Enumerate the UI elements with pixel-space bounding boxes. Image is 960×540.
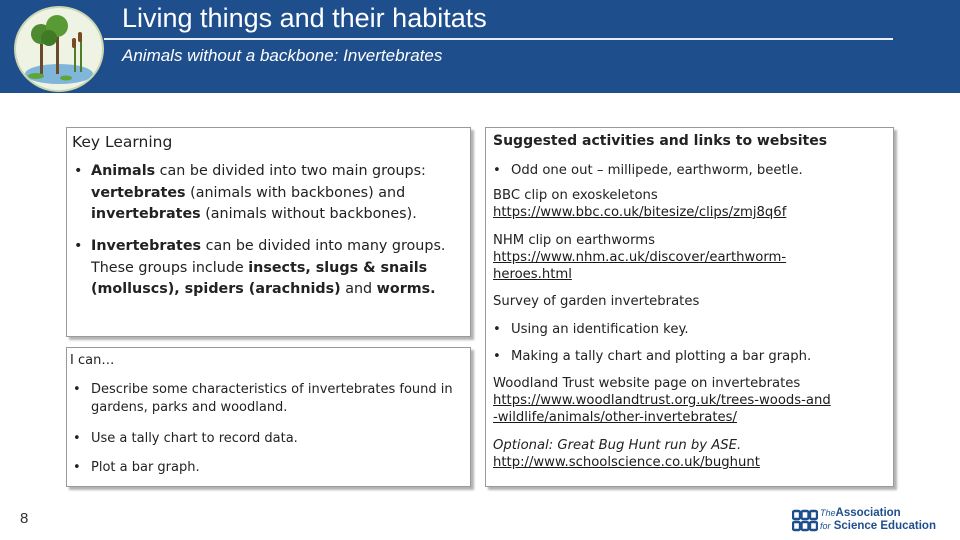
- nhm-clip-section: [493, 232, 889, 283]
- term-worms: worms.: [376, 281, 436, 297]
- bug-hunt-section: [493, 437, 889, 471]
- term-invertebrates: Invertebrates: [91, 238, 202, 254]
- i-can-item: [73, 430, 481, 448]
- bbc-clip-section: [493, 187, 889, 221]
- text-span: can be divided into two main groups:: [155, 163, 426, 179]
- i-can-title: I can…: [70, 353, 115, 368]
- pond-habitat-icon: [14, 6, 104, 92]
- term-groups: insects, slugs & snails (molluscs), spiders (arachnids): [91, 259, 428, 297]
- header-banner: [0, 0, 960, 93]
- term-animals: Animals: [91, 163, 156, 179]
- ase-logo-icon: [792, 509, 818, 533]
- bullet-icon: •: [493, 163, 501, 178]
- bbc-clip-label: BBC clip on exoskeletons: [493, 188, 658, 203]
- nhm-clip-link-cont[interactable]: heroes.html: [493, 267, 572, 282]
- term-vertebrates: vertebrates: [91, 184, 186, 201]
- page-number: 8: [20, 510, 29, 527]
- suggested-title: Suggested activities and links to websites: [493, 133, 828, 149]
- woodland-trust-section: [493, 375, 889, 426]
- bug-hunt-link[interactable]: http://www.schoolscience.co.uk/bughunt: [493, 455, 760, 470]
- i-can-item-text: Plot a bar graph.: [91, 460, 200, 475]
- i-can-item: [73, 381, 481, 417]
- ase-logo-text: [820, 507, 936, 533]
- survey-label: Survey of garden invertebrates: [493, 294, 700, 309]
- survey-item-text: Making a tally chart and plotting a bar graph.: [511, 349, 812, 364]
- nhm-clip-label: NHM clip on earthworms: [493, 233, 656, 248]
- survey-item-text: Using an identification key.: [511, 322, 689, 337]
- odd-one-out-item: [493, 162, 907, 179]
- bullet-icon: •: [73, 460, 81, 475]
- term-invertebrates: invertebrates: [91, 206, 201, 222]
- bullet-icon: •: [74, 163, 83, 179]
- ase-word: for: [820, 521, 831, 531]
- page-title: Living things and their habitats: [122, 3, 487, 33]
- ase-word: Science Education: [833, 520, 936, 532]
- text-span: (animals with backbones) and: [185, 184, 406, 201]
- bug-hunt-label: Optional: Great Bug Hunt run by ASE.: [493, 438, 742, 453]
- text-span: can be divided into many groups. These groups include: [91, 238, 446, 276]
- bbc-clip-link[interactable]: https://www.bbc.co.uk/bitesize/clips/zmj8q6f: [493, 205, 787, 220]
- key-learning-title: Key Learning: [72, 133, 173, 151]
- bullet-icon: •: [73, 382, 81, 397]
- key-learning-box: [66, 127, 471, 337]
- survey-item: [493, 321, 907, 338]
- nhm-clip-link[interactable]: https://www.nhm.ac.uk/discover/earthworm-: [493, 250, 787, 265]
- i-can-item: [73, 459, 481, 477]
- page-subtitle: Animals without a backbone: Invertebrates: [122, 46, 443, 65]
- woodland-trust-link-cont[interactable]: -wildlife/animals/other-invertebrates/: [493, 410, 737, 425]
- i-can-box: [66, 347, 471, 487]
- ase-word: The: [820, 508, 836, 518]
- i-can-item-text: Describe some characteristics of invertebrates found in gardens, parks and woodland.: [91, 382, 453, 415]
- odd-one-out-text: Odd one out – millipede, earthworm, beetle.: [511, 163, 803, 178]
- survey-item: [493, 348, 907, 365]
- bullet-icon: •: [73, 431, 81, 446]
- bullet-icon: •: [493, 349, 501, 364]
- i-can-item-text: Use a tally chart to record data.: [91, 431, 298, 446]
- bullet-icon: •: [74, 238, 83, 254]
- title-divider: [104, 38, 893, 40]
- ase-logo: [792, 506, 952, 536]
- text-span: and: [340, 281, 377, 297]
- text-span: (animals without backbones).: [200, 206, 417, 222]
- key-learning-item: [74, 236, 483, 301]
- woodland-trust-label: Woodland Trust website page on invertebrates: [493, 376, 801, 391]
- woodland-trust-link[interactable]: https://www.woodlandtrust.org.uk/trees-woods-and: [493, 393, 831, 408]
- suggested-activities-box: [485, 127, 894, 487]
- key-learning-item: [74, 161, 483, 226]
- bullet-icon: •: [493, 322, 501, 337]
- ase-word: Association: [835, 507, 901, 519]
